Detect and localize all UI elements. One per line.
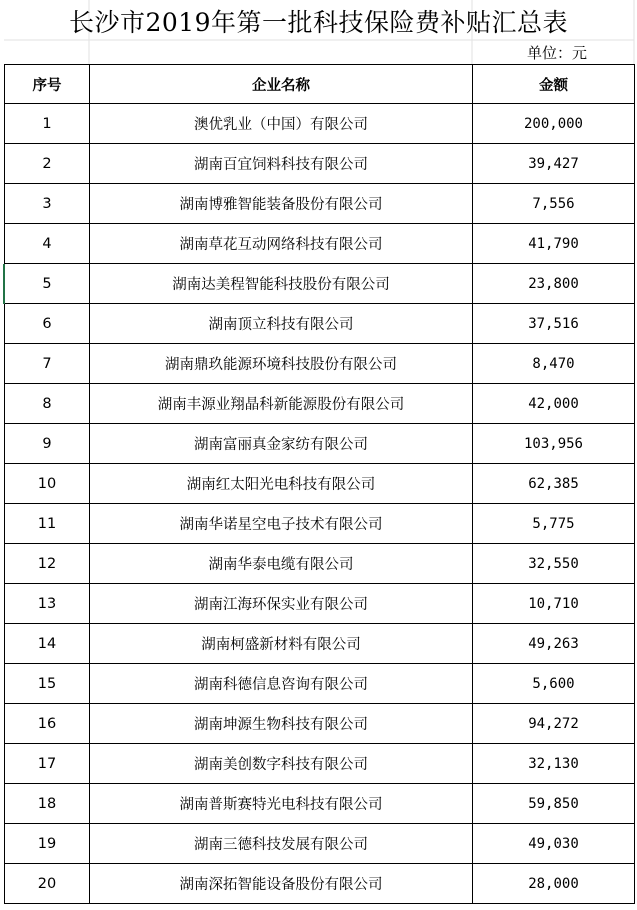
row-number-cell[interactable]: 8 (5, 384, 90, 424)
table-row (5, 184, 635, 224)
cell-selection-indicator (3, 264, 5, 304)
amount-cell[interactable]: 10,710 (473, 584, 635, 624)
row-number-cell[interactable]: 15 (5, 664, 90, 704)
company-name-cell[interactable]: 湖南华诺星空电子技术有限公司 (90, 504, 473, 544)
company-name-cell[interactable]: 湖南江海环保实业有限公司 (90, 584, 473, 624)
row-number-cell[interactable]: 13 (5, 584, 90, 624)
row-number-cell[interactable]: 16 (5, 704, 90, 744)
row-number-cell[interactable]: 17 (5, 744, 90, 784)
amount-cell[interactable]: 62,385 (473, 464, 635, 504)
row-number-cell[interactable]: 12 (5, 544, 90, 584)
row-number-cell[interactable]: 14 (5, 624, 90, 664)
amount-cell[interactable]: 200,000 (473, 104, 635, 144)
company-name-cell[interactable]: 湖南柯盛新材料有限公司 (90, 624, 473, 664)
company-name-cell[interactable]: 湖南美创数字科技有限公司 (90, 744, 473, 784)
table-row (5, 744, 635, 784)
row-number-cell[interactable]: 5 (5, 264, 90, 304)
company-name-cell[interactable]: 湖南科德信息咨询有限公司 (90, 664, 473, 704)
amount-cell[interactable]: 37,516 (473, 304, 635, 344)
company-name-cell[interactable]: 湖南红太阳光电科技有限公司 (90, 464, 473, 504)
amount-cell[interactable]: 39,427 (473, 144, 635, 184)
table-row (5, 784, 635, 824)
table-header-row (5, 65, 635, 104)
unit-label: 单位：元 (526, 44, 587, 62)
company-name-cell[interactable]: 湖南达美程智能科技股份有限公司 (90, 264, 473, 304)
row-number-cell[interactable]: 9 (5, 424, 90, 464)
row-number-cell[interactable]: 11 (5, 504, 90, 544)
table-row (5, 504, 635, 544)
page-title: 长沙市2019年第一批科技保险费补贴汇总表 (68, 8, 569, 37)
company-name-cell[interactable]: 湖南顶立科技有限公司 (90, 304, 473, 344)
table-row (5, 824, 635, 864)
row-number-cell[interactable]: 4 (5, 224, 90, 264)
table-row (5, 624, 635, 664)
amount-cell[interactable]: 59,850 (473, 784, 635, 824)
amount-cell[interactable]: 28,000 (473, 864, 635, 904)
amount-cell[interactable]: 8,470 (473, 344, 635, 384)
row-number-cell[interactable]: 18 (5, 784, 90, 824)
table-row (5, 864, 635, 904)
company-name-cell[interactable]: 湖南鼎玖能源环境科技股份有限公司 (90, 344, 473, 384)
amount-cell[interactable]: 94,272 (473, 704, 635, 744)
table-row (5, 544, 635, 584)
row-number-cell[interactable]: 7 (5, 344, 90, 384)
subsidy-summary-table (4, 64, 635, 904)
row-number-cell[interactable]: 6 (5, 304, 90, 344)
company-name-cell[interactable]: 澳优乳业（中国）有限公司 (90, 104, 473, 144)
amount-cell[interactable]: 42,000 (473, 384, 635, 424)
row-number-cell[interactable]: 2 (5, 144, 90, 184)
amount-cell[interactable]: 49,030 (473, 824, 635, 864)
company-name-cell[interactable]: 湖南百宜饲料科技有限公司 (90, 144, 473, 184)
company-name-cell[interactable]: 湖南博雅智能装备股份有限公司 (90, 184, 473, 224)
table-row (5, 464, 635, 504)
amount-cell[interactable]: 49,263 (473, 624, 635, 664)
table-row (5, 584, 635, 624)
amount-cell[interactable]: 103,956 (473, 424, 635, 464)
table-body (5, 104, 635, 904)
table-row (5, 144, 635, 184)
company-name-cell[interactable]: 湖南草花互动网络科技有限公司 (90, 224, 473, 264)
column-header-name[interactable]: 企业名称 (90, 65, 473, 104)
company-name-cell[interactable]: 湖南三德科技发展有限公司 (90, 824, 473, 864)
table-row (5, 224, 635, 264)
amount-cell[interactable]: 7,556 (473, 184, 635, 224)
table-row (5, 304, 635, 344)
table-row (5, 264, 635, 304)
table-row (5, 664, 635, 704)
amount-cell[interactable]: 5,600 (473, 664, 635, 704)
company-name-cell[interactable]: 湖南坤源生物科技有限公司 (90, 704, 473, 744)
amount-cell[interactable]: 5,775 (473, 504, 635, 544)
row-number-cell[interactable]: 1 (5, 104, 90, 144)
company-name-cell[interactable]: 湖南华泰电缆有限公司 (90, 544, 473, 584)
company-name-cell[interactable]: 湖南普斯赛特光电科技有限公司 (90, 784, 473, 824)
amount-cell[interactable]: 32,550 (473, 544, 635, 584)
amount-cell[interactable]: 41,790 (473, 224, 635, 264)
row-number-cell[interactable]: 20 (5, 864, 90, 904)
company-name-cell[interactable]: 湖南富丽真金家纺有限公司 (90, 424, 473, 464)
table-row (5, 344, 635, 384)
table-row (5, 104, 635, 144)
amount-cell[interactable]: 23,800 (473, 264, 635, 304)
column-header-amount[interactable]: 金额 (473, 65, 635, 104)
column-header-no[interactable]: 序号 (5, 65, 90, 104)
table-row (5, 704, 635, 744)
amount-cell[interactable]: 32,130 (473, 744, 635, 784)
row-number-cell[interactable]: 3 (5, 184, 90, 224)
company-name-cell[interactable]: 湖南丰源业翔晶科新能源股份有限公司 (90, 384, 473, 424)
row-number-cell[interactable]: 10 (5, 464, 90, 504)
company-name-cell[interactable]: 湖南深拓智能设备股份有限公司 (90, 864, 473, 904)
row-number-cell[interactable]: 19 (5, 824, 90, 864)
table-row (5, 384, 635, 424)
table-row (5, 424, 635, 464)
